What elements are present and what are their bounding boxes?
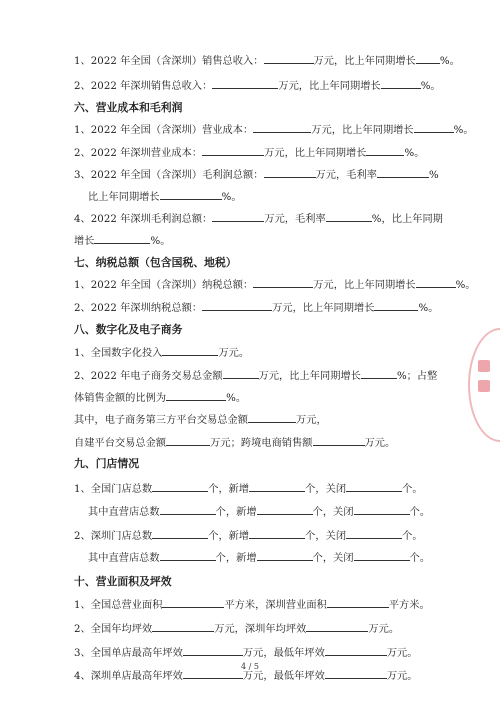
form-line <box>74 79 441 93</box>
line-text: 万元，毛利率 <box>264 214 326 225</box>
line-text: %。 <box>453 125 474 136</box>
line-text: 1、全国总营业面积 <box>74 600 163 611</box>
line-text: 万元，比上年同期增长 <box>313 280 416 291</box>
form-line <box>74 369 438 383</box>
line-text: 个。 <box>402 531 423 542</box>
form-line <box>74 646 434 660</box>
fill-in-blank[interactable] <box>327 598 389 608</box>
line-text: 1、全国数字化投入 <box>74 348 163 359</box>
line-text: 其中直营店总数 <box>88 507 160 518</box>
line-text: 万元，毛利率 <box>315 170 377 181</box>
fill-in-blank[interactable] <box>264 168 316 178</box>
line-text: 万元， <box>296 415 327 426</box>
line-text: 万元，比上年同期增长 <box>272 303 375 314</box>
line-text: %。 <box>439 56 460 67</box>
line-text: 自建平台交易总金额 <box>74 438 167 449</box>
line-text: 万元。 <box>364 438 396 449</box>
line-text: 万元，比上年同期增长 <box>264 148 367 159</box>
fill-in-blank[interactable] <box>212 79 278 89</box>
line-text: 万元，比上年同期增长 <box>313 56 416 67</box>
line-text: 3、2022 年全国（含深圳）毛利润总额： <box>74 170 264 181</box>
line-text: 增长 <box>74 236 95 247</box>
line-text: 2、2022 年深圳纳税总额： <box>74 303 203 314</box>
fill-in-blank[interactable] <box>223 369 259 379</box>
fill-in-blank[interactable] <box>160 551 216 561</box>
form-line <box>74 482 434 496</box>
line-text: 个，关闭 <box>312 507 354 518</box>
fill-in-blank[interactable] <box>183 646 243 656</box>
line-text: 万元。 <box>386 671 418 682</box>
fill-in-blank[interactable] <box>166 436 210 446</box>
line-text: 个，新增 <box>215 507 257 518</box>
form-line <box>74 346 434 360</box>
line-text: 1、2022 年全国（含深圳）销售总收入： <box>74 56 264 67</box>
fill-in-blank[interactable] <box>162 346 218 356</box>
line-text: 4、深圳单店最高年坪效 <box>74 671 183 682</box>
line-text: 个，新增 <box>208 484 250 495</box>
fill-in-blank[interactable] <box>325 669 387 679</box>
fill-in-blank[interactable] <box>313 436 365 446</box>
line-text: 2、2022 年深圳销售总收入： <box>74 81 213 92</box>
line-text: 个。 <box>402 484 423 495</box>
fill-in-blank[interactable] <box>253 278 313 288</box>
line-text: 个，关闭 <box>305 484 347 495</box>
form-line <box>74 529 434 543</box>
fill-in-blank[interactable] <box>166 391 226 401</box>
line-text: 2、深圳门店总数 <box>74 531 153 542</box>
fill-in-blank[interactable] <box>414 123 454 133</box>
section-heading: 八、数字化及电子商务 <box>74 323 183 336</box>
line-text: %。 <box>150 236 171 247</box>
form-line <box>74 234 434 248</box>
line-text: 2、全国年均坪效 <box>74 624 153 635</box>
line-text: %。 <box>455 280 476 291</box>
fill-in-blank[interactable] <box>326 212 372 222</box>
section-heading: 六、营业成本和毛利润 <box>74 101 183 114</box>
fill-in-blank[interactable] <box>212 212 264 222</box>
line-text: 2、2022 年电子商务交易总金额 <box>74 371 223 382</box>
line-text: 万元；跨境电商销售额 <box>210 438 313 449</box>
fill-in-blank[interactable] <box>325 646 387 656</box>
form-line <box>74 622 434 636</box>
line-text: 3、全国单店最高年坪效 <box>74 648 183 659</box>
fill-in-blank[interactable] <box>160 505 216 515</box>
line-text: 1、全国门店总数 <box>74 484 153 495</box>
line-text: 个，新增 <box>208 531 250 542</box>
fill-in-blank[interactable] <box>248 413 296 423</box>
fill-in-blank[interactable] <box>346 529 402 539</box>
line-text: 个。 <box>409 553 431 564</box>
form-line <box>74 54 460 68</box>
fill-in-blank[interactable] <box>416 278 456 288</box>
fill-in-blank[interactable] <box>162 598 224 608</box>
line-text: %。 <box>420 81 441 92</box>
form-line <box>74 436 434 450</box>
line-text: 万元，比上年同期增长 <box>278 81 381 92</box>
form-line <box>74 598 434 612</box>
line-text: 1、2022 年全国（含深圳）营业成本： <box>74 125 254 136</box>
fill-in-blank[interactable] <box>257 551 313 561</box>
fill-in-blank[interactable] <box>152 622 214 632</box>
form-line <box>74 278 476 292</box>
form-line <box>74 301 439 315</box>
fill-in-blank[interactable] <box>249 529 305 539</box>
line-text: 个，关闭 <box>312 553 354 564</box>
form-line <box>74 123 474 137</box>
fill-in-blank[interactable] <box>361 369 397 379</box>
line-text: % <box>428 170 439 181</box>
form-line <box>74 413 434 427</box>
fill-in-blank[interactable] <box>306 622 368 632</box>
line-text: 4、2022 年深圳毛利润总额： <box>74 214 213 225</box>
line-text: 1、2022 年全国（含深圳）纳税总额： <box>74 280 254 291</box>
line-text: %。 <box>418 303 439 314</box>
line-text: 个，新增 <box>215 553 257 564</box>
line-text: 万元，最低年坪效 <box>242 671 325 682</box>
seal-fragment <box>478 360 492 420</box>
fill-in-blank[interactable] <box>374 301 418 311</box>
line-text: 2、2022 年深圳营业成本： <box>74 148 203 159</box>
fill-in-blank[interactable] <box>94 234 150 244</box>
form-line <box>88 190 448 204</box>
line-text: %；占整 <box>396 371 438 382</box>
fill-in-blank[interactable] <box>160 190 222 200</box>
fill-in-blank[interactable] <box>253 123 311 133</box>
form-line <box>74 212 443 226</box>
fill-in-blank[interactable] <box>183 669 243 679</box>
fill-in-blank[interactable] <box>249 482 305 492</box>
line-text: %。 <box>404 148 425 159</box>
line-text: %。 <box>221 192 242 203</box>
line-text: 个。 <box>409 507 431 518</box>
line-text: 万元，深圳年均坪效 <box>214 624 307 635</box>
fill-in-blank[interactable] <box>354 551 410 561</box>
line-text: 平方米，深圳营业面积 <box>224 600 327 611</box>
line-text: 其中直营店总数 <box>88 553 160 564</box>
line-text: %，比上年同期 <box>371 214 443 225</box>
line-text: 平方米。 <box>388 600 430 611</box>
form-line <box>88 505 448 519</box>
fill-in-blank[interactable] <box>202 146 264 156</box>
fill-in-blank[interactable] <box>377 168 429 178</box>
line-text: 万元，比上年同期增长 <box>258 371 361 382</box>
fill-in-blank[interactable] <box>416 54 440 64</box>
fill-in-blank[interactable] <box>152 529 208 539</box>
fill-in-blank[interactable] <box>346 482 402 492</box>
section-heading: 九、门店情况 <box>74 457 140 470</box>
line-text: 万元，最低年坪效 <box>242 648 325 659</box>
page-number: 4 / 5 <box>241 662 259 671</box>
form-line <box>74 146 434 160</box>
section-heading: 十、营业面积及坪效 <box>74 575 172 588</box>
fill-in-blank[interactable] <box>152 482 208 492</box>
form-line <box>74 168 439 182</box>
section-heading: 七、纳税总额（包含国税、地税） <box>74 256 237 269</box>
fill-in-blank[interactable] <box>257 505 313 515</box>
line-text: %。 <box>226 393 247 404</box>
fill-in-blank[interactable] <box>381 79 421 89</box>
fill-in-blank[interactable] <box>354 505 410 515</box>
form-line <box>88 551 448 565</box>
line-text: 万元。 <box>368 624 400 635</box>
form-line <box>74 391 434 405</box>
line-text: 个，关闭 <box>305 531 347 542</box>
line-text: 万元。 <box>218 348 250 359</box>
fill-in-blank[interactable] <box>366 146 404 156</box>
line-text: 万元。 <box>386 648 418 659</box>
fill-in-blank[interactable] <box>202 301 272 311</box>
line-text: 比上年同期增长 <box>88 192 160 203</box>
line-text: 体销售金额的比例为 <box>74 393 167 404</box>
line-text: 万元，比上年同期增长 <box>311 125 414 136</box>
fill-in-blank[interactable] <box>264 54 314 64</box>
form-line <box>74 669 434 683</box>
line-text: 其中，电子商务第三方平台交易总金额 <box>74 415 249 426</box>
